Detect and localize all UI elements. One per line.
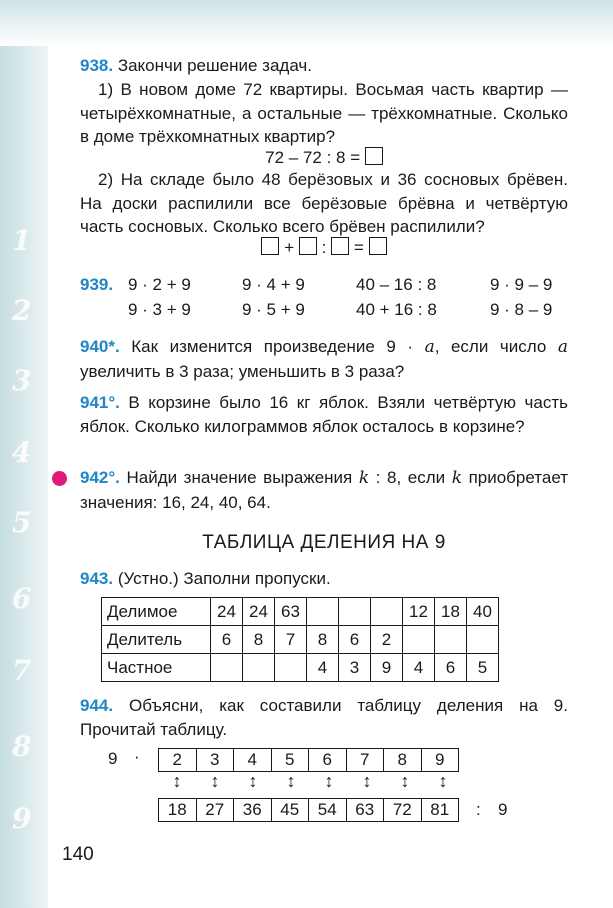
double-arrow-icon: ↕ (400, 771, 410, 791)
multiply-dot: · (134, 747, 140, 766)
table-cell: 6 (339, 626, 371, 654)
side-number: 3 (12, 364, 32, 397)
table-cell: 3 (339, 654, 371, 682)
table-cell: 24 (211, 598, 243, 626)
table-cell: 8 (307, 626, 339, 654)
top-band (0, 0, 613, 46)
table-cell: 2 (371, 626, 403, 654)
table-cell: 6 (211, 626, 243, 654)
table-cell (403, 626, 435, 654)
arrow-row (158, 771, 462, 791)
product-cell: 63 (346, 798, 384, 822)
table-cell (211, 654, 243, 682)
double-arrow-icon: ↕ (362, 771, 372, 791)
exercise-938-task-1: 1) В новом доме 72 квартиры. Восьмая часть квартир — четырёхкомнатные, а остальные — трёхкомнатные. Сколько в доме трёхкомнатных квартир? (80, 80, 568, 146)
multiplier-nine: 9 (108, 749, 118, 768)
table-cell: 8 (243, 626, 275, 654)
table-row (102, 598, 499, 626)
table-cell (435, 626, 467, 654)
table-row (102, 626, 499, 654)
table-cell: 5 (467, 654, 499, 682)
exercise-939-number: 939. (80, 275, 114, 294)
divide-colon: : (476, 800, 481, 819)
exercise-944: 944. Объясни, как составили таблицу деления на 9. Прочитай таблицу. (80, 696, 568, 739)
side-number: 2 (12, 294, 32, 327)
side-number: 7 (12, 654, 32, 687)
table-cell: 4 (307, 654, 339, 682)
row-label: Делимое (102, 598, 211, 626)
table-cell: 12 (403, 598, 435, 626)
product-row (158, 798, 459, 822)
product-cell: 72 (383, 798, 421, 822)
side-number: 5 (12, 506, 32, 539)
divisor-nine: 9 (498, 800, 508, 819)
section-heading: ТАБЛИЦА ДЕЛЕНИЯ НА 9 (202, 532, 446, 553)
row-label: Частное (102, 654, 211, 682)
product-cell: 27 (196, 798, 234, 822)
page-number: 140 (62, 844, 94, 865)
expression: 9 · 4 + 9 (242, 275, 305, 294)
side-number: 1 (12, 224, 32, 257)
table-cell: 4 (403, 654, 435, 682)
factor-cell: 2 (158, 748, 196, 772)
factor-cell: 3 (196, 748, 234, 772)
factor-cell: 7 (346, 748, 384, 772)
exercise-941: 941°. В корзине было 16 кг яблок. Взяли четвёртую часть яблок. Сколько килограммов яблок осталось в корзине? (80, 393, 568, 436)
factor-cell: 4 (233, 748, 271, 772)
expression: 9 · 5 + 9 (242, 300, 305, 319)
double-arrow-icon: ↕ (172, 771, 182, 791)
side-band (0, 46, 48, 908)
exercise-943-title: 943. (Устно.) Заполни пропуски. (80, 569, 331, 588)
expression: 9 · 8 – 9 (490, 300, 553, 319)
expression: 40 – 16 : 8 (356, 275, 437, 294)
marker-dot (52, 471, 67, 486)
double-arrow-icon: ↕ (210, 771, 220, 791)
table-cell (275, 654, 307, 682)
answer-box (331, 237, 349, 255)
product-cell: 18 (158, 798, 196, 822)
double-arrow-icon: ↕ (438, 771, 448, 791)
table-cell (307, 598, 339, 626)
side-number: 9 (12, 802, 32, 835)
answer-box (365, 147, 383, 165)
expression: 9 · 9 – 9 (490, 275, 553, 294)
table-cell: 40 (467, 598, 499, 626)
exercise-940: 940*. Как изменится произведение 9 · a, если число a увеличить в 3 раза; уменьшить в 3 раза? (80, 337, 568, 381)
table-row (102, 654, 499, 682)
table-cell: 9 (371, 654, 403, 682)
equation-938-1: 72 – 72 : 8 = (80, 147, 568, 168)
row-label: Делитель (102, 626, 211, 654)
product-cell: 54 (308, 798, 346, 822)
equation-938-2: + : = (80, 237, 568, 258)
factor-cell: 5 (271, 748, 309, 772)
product-cell: 36 (233, 798, 271, 822)
double-arrow-icon: ↕ (286, 771, 296, 791)
table-cell: 7 (275, 626, 307, 654)
answer-box (261, 237, 279, 255)
table-cell (339, 598, 371, 626)
double-arrow-icon: ↕ (324, 771, 334, 791)
exercise-938-task-2: 2) На складе было 48 берёзовых и 36 сосновых брёвен. На доски распилили все берёзовые брёвна и четвёртую часть сосновых. Сколько всего брёвен распилили? (80, 170, 568, 236)
table-cell (467, 626, 499, 654)
table-cell (243, 654, 275, 682)
factor-cell: 9 (421, 748, 460, 772)
side-number: 4 (12, 436, 32, 469)
answer-box (369, 237, 387, 255)
expression: 9 · 3 + 9 (128, 300, 191, 319)
table-cell (371, 598, 403, 626)
side-number: 8 (12, 730, 32, 763)
answer-box (299, 237, 317, 255)
expression: 9 · 2 + 9 (128, 275, 191, 294)
product-cell: 81 (421, 798, 460, 822)
table-cell: 63 (275, 598, 307, 626)
factor-row (158, 748, 459, 772)
side-number: 6 (12, 582, 32, 615)
table-cell: 6 (435, 654, 467, 682)
factor-cell: 6 (308, 748, 346, 772)
double-arrow-icon: ↕ (248, 771, 258, 791)
table-cell: 24 (243, 598, 275, 626)
expression: 40 + 16 : 8 (356, 300, 437, 319)
product-cell: 45 (271, 798, 309, 822)
division-table (101, 597, 499, 682)
exercise-938-title: 938. Закончи решение задач. (80, 56, 312, 75)
table-cell: 18 (435, 598, 467, 626)
exercise-942: 942°. Найди значение выражения k : 8, если k приобретает значения: 16, 24, 40, 64. (80, 468, 568, 512)
factor-cell: 8 (383, 748, 421, 772)
